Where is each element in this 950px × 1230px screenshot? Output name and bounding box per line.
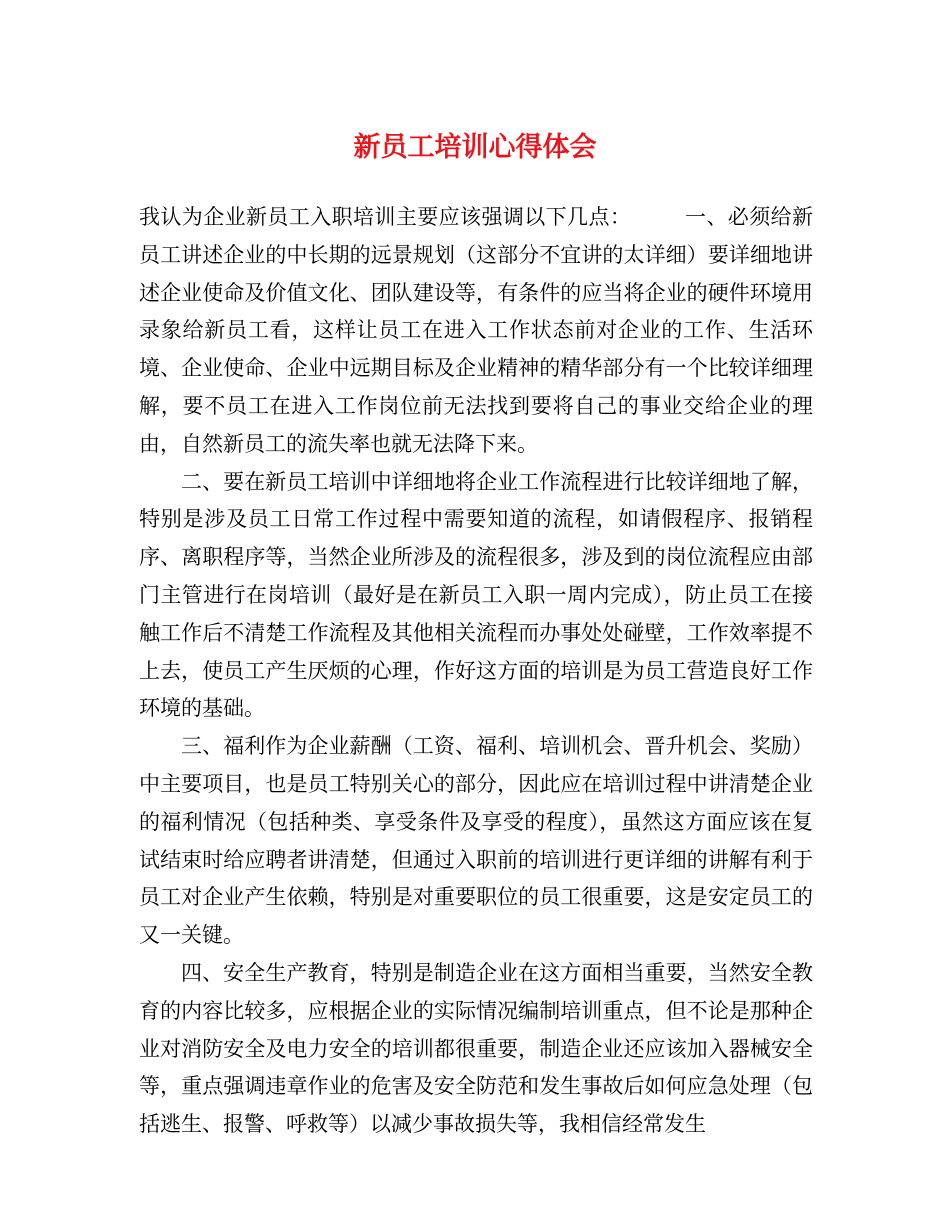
paragraph-4: 四、安全生产教育，特别是制造企业在这方面相当重要，当然安全教育的内容比较多，应根据企业的实际情况编制培训重点，但不论是那种企业对消防安全及电力安全的培训都很重要，制造企业还应该加入器械安全等，重点强调违章作业的危害及安全防范和发生事故后如何应急处理（包括逃生、报警、呼救等）以减少事故损失等，我相信经常发生 (139, 960, 813, 1137)
paragraph-2: 二、要在新员工培训中详细地将企业工作流程进行比较详细地了解，特别是涉及员工日常工作过程中需要知道的流程，如请假程序、报销程序、离职程序等，当然企业所涉及的流程很多，涉及到的岗位流程应由部门主管进行在岗培训（最好是在新员工入职一周内完成），防止员工在接触工作后不清楚工作流程及其他相关流程而办事处处碰壁，工作效率提不上去，使员工产生厌烦的心理，作好这方面的培训是为员工营造良好工作环境的基础。 (139, 469, 813, 721)
paragraph-1: 我认为企业新员工入职培训主要应该强调以下几点： 一、必须给新员工讲述企业的中长期的远景规划（这部分不宜讲的太详细）要详细地讲述企业使命及价值文化、团队建设等，有条件的应当将企业的硬件环境用录象给新员工看，这样让员工在进入工作状态前对企业的工作、生活环境、企业使命、企业中远期目标及企业精神的精华部分有一个比较详细理解，要不员工在进入工作岗位前无法找到要将自己的事业交给企业的理由，自然新员工的流失率也就无法降下来。 (139, 205, 813, 456)
paragraph-3: 三、福利作为企业薪酬（工资、福利、培训机会、晋升机会、奖励）中主要项目，也是员工特别关心的部分，因此应在培训过程中讲清楚企业的福利情况（包括种类、享受条件及享受的程度），虽然这方面应该在复试结束时给应聘者讲清楚，但通过入职前的培训进行更详细的讲解有利于员工对企业产生依赖，特别是对重要职位的员工很重要，这是安定员工的又一关键。 (139, 734, 813, 948)
document-title: 新员工培训心得体会 (353, 132, 597, 163)
document-body (139, 199, 813, 1144)
